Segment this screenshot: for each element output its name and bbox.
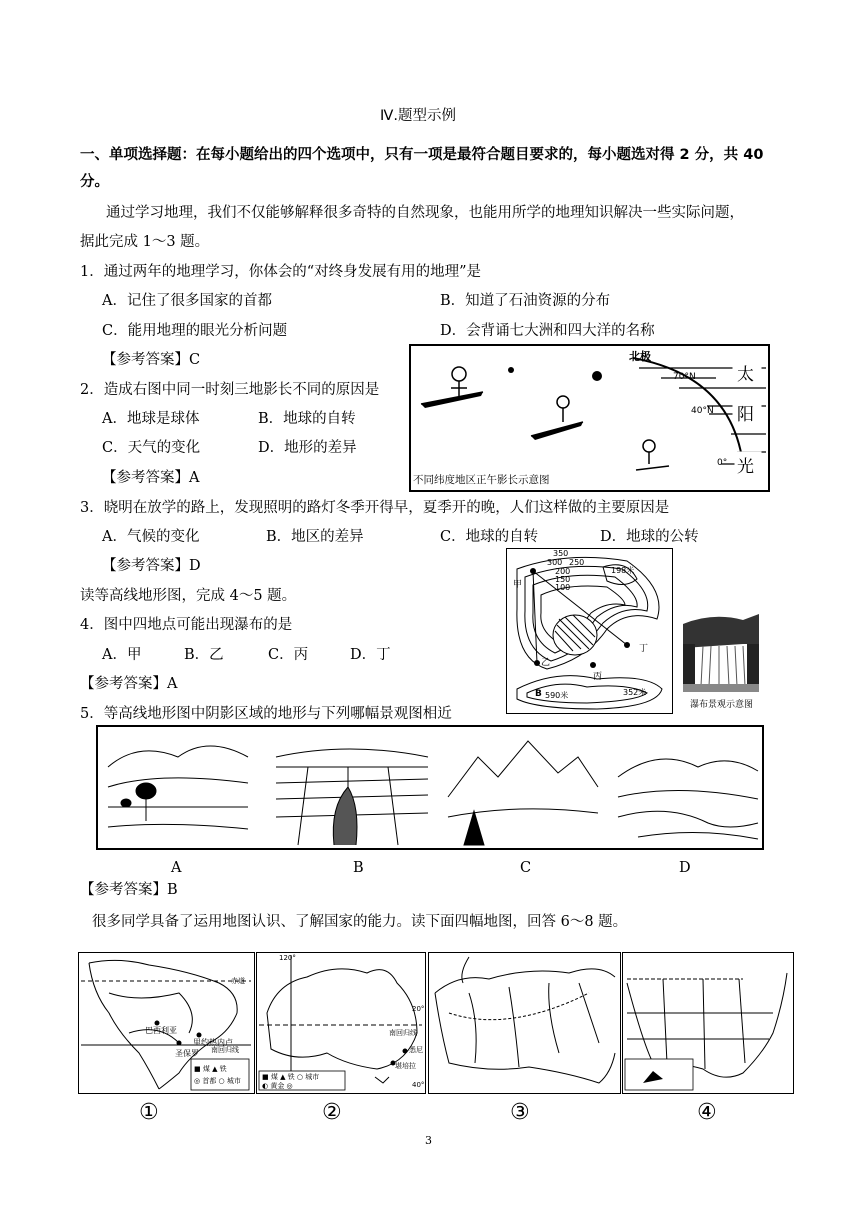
q3-option-b: B．地区的差异 [266,529,364,545]
sun-char-2: 阳 [737,405,754,425]
q3-option-c: C．地球的自转 [440,529,539,545]
contour-200: 200 [555,567,571,576]
q2-option-b: B．地球的自转 [258,411,356,427]
q2-option-d: D．地形的差异 [258,440,357,456]
shadow-figure-drawing [411,346,768,490]
q3-stem: 3．晓明在放学的路上，发现照明的路灯冬季开得早，夏季开的晚，人们这样做的主要原因是 [80,500,670,516]
waterfall-image [683,604,759,692]
q5-answer: 【参考答案】B [80,882,178,898]
q2-option-a: A．地球是球体 [102,411,200,427]
map-australia [256,952,426,1094]
lat0-label: 0° [717,458,728,468]
waterfall-drawing [683,604,759,692]
landscape-c [448,741,598,845]
landscape-b [276,749,428,845]
q2-answer: 【参考答案】A [102,470,200,486]
contour-150: 150 [555,575,571,584]
map-brazil [78,952,255,1094]
maps-intro: 很多同学具备了运用地图认识、了解国家的能力。读下面四幅地图，回答 6～8 题。 [92,914,628,930]
part-heading-line1: 一、单项选择题：在每小题给出的四个选项中，只有一项是最符合题目要求的，每小题选对得 2 分，共 40 [80,147,764,163]
landscape-a [108,746,248,829]
landscape-label-a: A [171,860,182,876]
page-number: 3 [425,1134,432,1147]
contour-label-yi: 乙 [541,658,551,668]
map-number-4: ④ [697,1100,717,1125]
map1-equator: 赤道 [231,977,245,985]
waterfall-caption: 瀑布景观示意图 [690,700,754,710]
landscape-label-d: D [679,860,691,876]
contour-b-label: B [535,689,542,699]
map2-sydney: 悉尼 [409,1046,423,1054]
map-russia [428,952,621,1094]
map-number-1: ① [139,1100,159,1125]
north-pole-label: 北极 [629,350,651,363]
q1-option-a: A．记住了很多国家的首都 [102,293,272,309]
landscape-drawing [98,727,762,848]
intro-line1: 通过学习地理，我们不仅能够解释很多奇特的自然现象，也能用所学的地理知识解决一些实际问题， [106,205,744,221]
sun-char-1: 太 [737,365,754,385]
contour-250: 250 [569,558,585,567]
contour-label-jia: 甲 [513,580,523,590]
map2-lon: 120° [279,954,296,962]
contour-300: 300 [547,558,563,567]
height-198: 198米 [611,566,635,575]
q4-option-d: D．丁 [350,647,391,663]
landscape-d [618,759,758,839]
contour-100: 100 [555,583,571,592]
landscape-label-c: C [520,860,532,876]
map2-lat40: 40° [412,1081,425,1089]
q4-answer: 【参考答案】A [80,676,178,692]
map1-legend-1: ■ 煤 ▲ 铁 [194,1065,227,1073]
landscape-label-b: B [353,860,364,876]
q1-stem: 1．通过两年的地理学习，你体会的“对终身发展有用的地理”是 [80,264,482,280]
map1-rio: 里约热内卢 [193,1038,233,1047]
q3-option-d: D．地球的公转 [600,529,699,545]
contour-map-drawing [507,549,671,712]
contour-map [506,548,673,714]
part-heading-line2: 分。 [80,174,109,190]
height-590: 590米 [545,691,569,700]
contour-label-ding: 丁 [639,644,649,654]
sun-char-3: 光 [737,457,754,477]
map-russia-drawing [429,953,619,1092]
q4-option-b: B．乙 [184,647,224,663]
q3-answer: 【参考答案】D [102,558,201,574]
map-usa-drawing [623,953,792,1092]
q1-answer: 【参考答案】C [102,352,201,368]
lat40-label: 40°N [691,406,714,416]
map-number-2: ② [322,1100,342,1125]
q4-stem: 4．图中四地点可能出现瀑布的是 [80,617,293,633]
map1-sao-paulo: 圣保罗 [175,1049,199,1058]
map2-canberra: 堪培拉 [395,1062,416,1070]
q1-option-b: B．知道了石油资源的分布 [440,293,611,309]
contour-label-bing: 丙 [593,672,603,682]
q4-option-c: C．丙 [268,647,309,663]
q1-option-c: C．能用地理的眼光分析问题 [102,323,288,339]
contour-350: 350 [553,549,569,558]
map2-legend-1: ■ 煤 ▲ 铁 ○ 城市 [262,1073,320,1081]
q5-stem: 5．等高线地形图中阴影区域的地形与下列哪幅景观图相近 [80,706,452,722]
map1-legend-2: ◎ 首都 ○ 城市 [194,1077,241,1085]
map2-lat20: 20° [412,1005,425,1013]
map-usa [622,952,794,1094]
q2-option-c: C．天气的变化 [102,440,201,456]
landscape-frame [96,725,764,850]
shadow-figure [409,344,770,492]
map2-legend-2: ◐ 黄金 ◎ [262,1082,293,1090]
section-title: Ⅳ.题型示例 [380,108,456,124]
map2-tropic: 南回归线 [389,1029,417,1037]
height-352: 352米 [623,688,647,697]
q1-option-d: D．会背诵七大洲和四大洋的名称 [440,323,655,339]
map-number-3: ③ [510,1100,530,1125]
shadow-figure-caption: 不同纬度地区正午影长示意图 [413,474,550,486]
map1-tropic: 南回归线 [211,1046,239,1054]
map1-brasilia: 巴西利亚 [145,1026,177,1035]
lat70-label: 70°N [673,372,696,382]
q4-option-a: A．甲 [102,647,142,663]
contour-intro: 读等高线地形图，完成 4～5 题。 [80,588,297,604]
q3-option-a: A．气候的变化 [102,529,200,545]
intro-line2: 据此完成 1～3 题。 [80,234,210,250]
q2-stem: 2．造成右图中同一时刻三地影长不同的原因是 [80,382,380,398]
